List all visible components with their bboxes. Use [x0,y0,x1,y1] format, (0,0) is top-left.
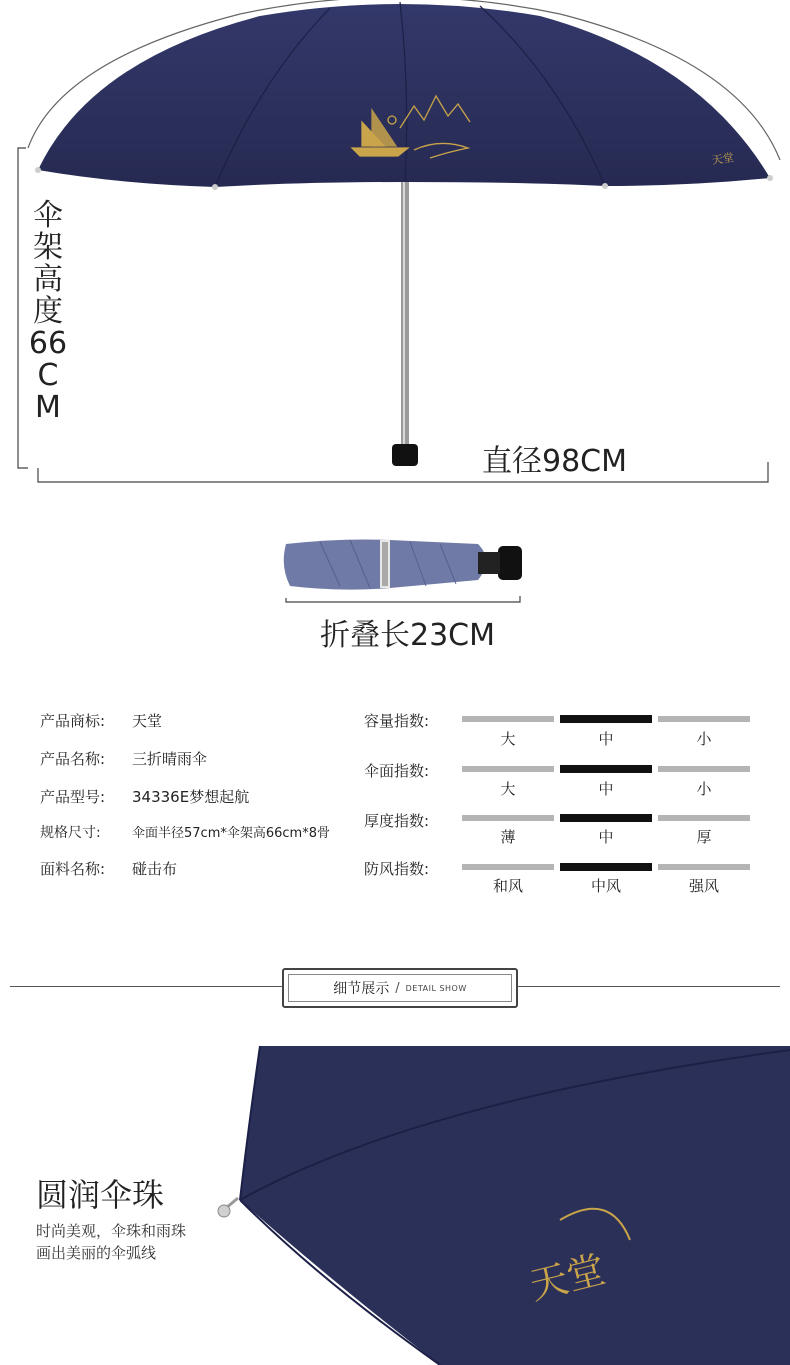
frame-height-label: 伞架高度66CM [28,198,68,425]
index-bar [462,864,554,870]
index-bar [658,766,750,772]
folded-length-label: 折叠长23CM [320,618,496,653]
feature-description [36,1220,236,1264]
index-bar-selected [560,715,652,723]
index-bar [658,716,750,722]
spec-value: 碰击布 [132,860,178,878]
index-level: 中 [598,828,614,846]
folded-umbrella-image [280,530,530,606]
canopy-index-title: 伞面指数: [364,762,430,780]
feature-title: 圆润伞珠 [36,1176,165,1214]
thickness-index-title: 厚度指数: [364,812,430,830]
brand-logo-small: 天堂 [711,151,735,168]
detail-subtitle: DETAIL SHOW [405,983,467,993]
index-level: 大 [500,780,516,798]
index-bar [658,815,750,821]
index-level: 小 [696,780,712,798]
detail-title: 细节展示 [333,981,390,997]
spec-value: 34336E梦想起航 [132,788,250,806]
index-level: 薄 [500,828,516,846]
index-level: 和风 [492,877,523,895]
open-umbrella-image [0,0,790,500]
index-bar [462,716,554,722]
index-bar-selected [560,765,652,773]
index-level: 强风 [688,877,719,895]
index-bar [462,815,554,821]
spec-row-brand [40,710,162,731]
spec-label: 产品商标: [40,712,106,730]
wind-index-title: 防风指数: [364,860,430,878]
spec-value: 三折晴雨伞 [132,750,208,768]
capacity-index-title: 容量指数: [364,712,430,730]
spec-value: 伞面半径57cm*伞架高66cm*8骨 [132,826,330,841]
feature-line: 时尚美观，伞珠和雨珠 [36,1222,187,1240]
feature-line: 画出美丽的伞弧线 [36,1244,157,1262]
brand-logo-large: 天堂 [525,1247,610,1309]
index-bar [462,766,554,772]
index-level: 中 [598,730,614,748]
spec-value: 天堂 [132,712,163,730]
spec-label: 产品名称: [40,750,106,768]
detail-show-header [282,968,518,1008]
spec-label: 规格尺寸: [40,825,101,841]
detail-separator: / [395,980,400,996]
index-level: 厚 [696,828,712,846]
index-level: 大 [500,730,516,748]
spec-row-fabric [40,858,177,879]
spec-label: 产品型号: [40,788,106,806]
index-level: 小 [696,730,712,748]
index-bar-selected [560,863,652,871]
index-bar [658,864,750,870]
spec-row-model [40,786,249,807]
spec-label: 面料名称: [40,860,106,878]
spec-row-name [40,748,207,769]
index-level: 中 [598,780,614,798]
index-bar-selected [560,814,652,822]
spec-row-size [40,822,330,842]
diameter-label: 直径98CM [482,444,628,479]
index-level: 中风 [590,877,621,895]
